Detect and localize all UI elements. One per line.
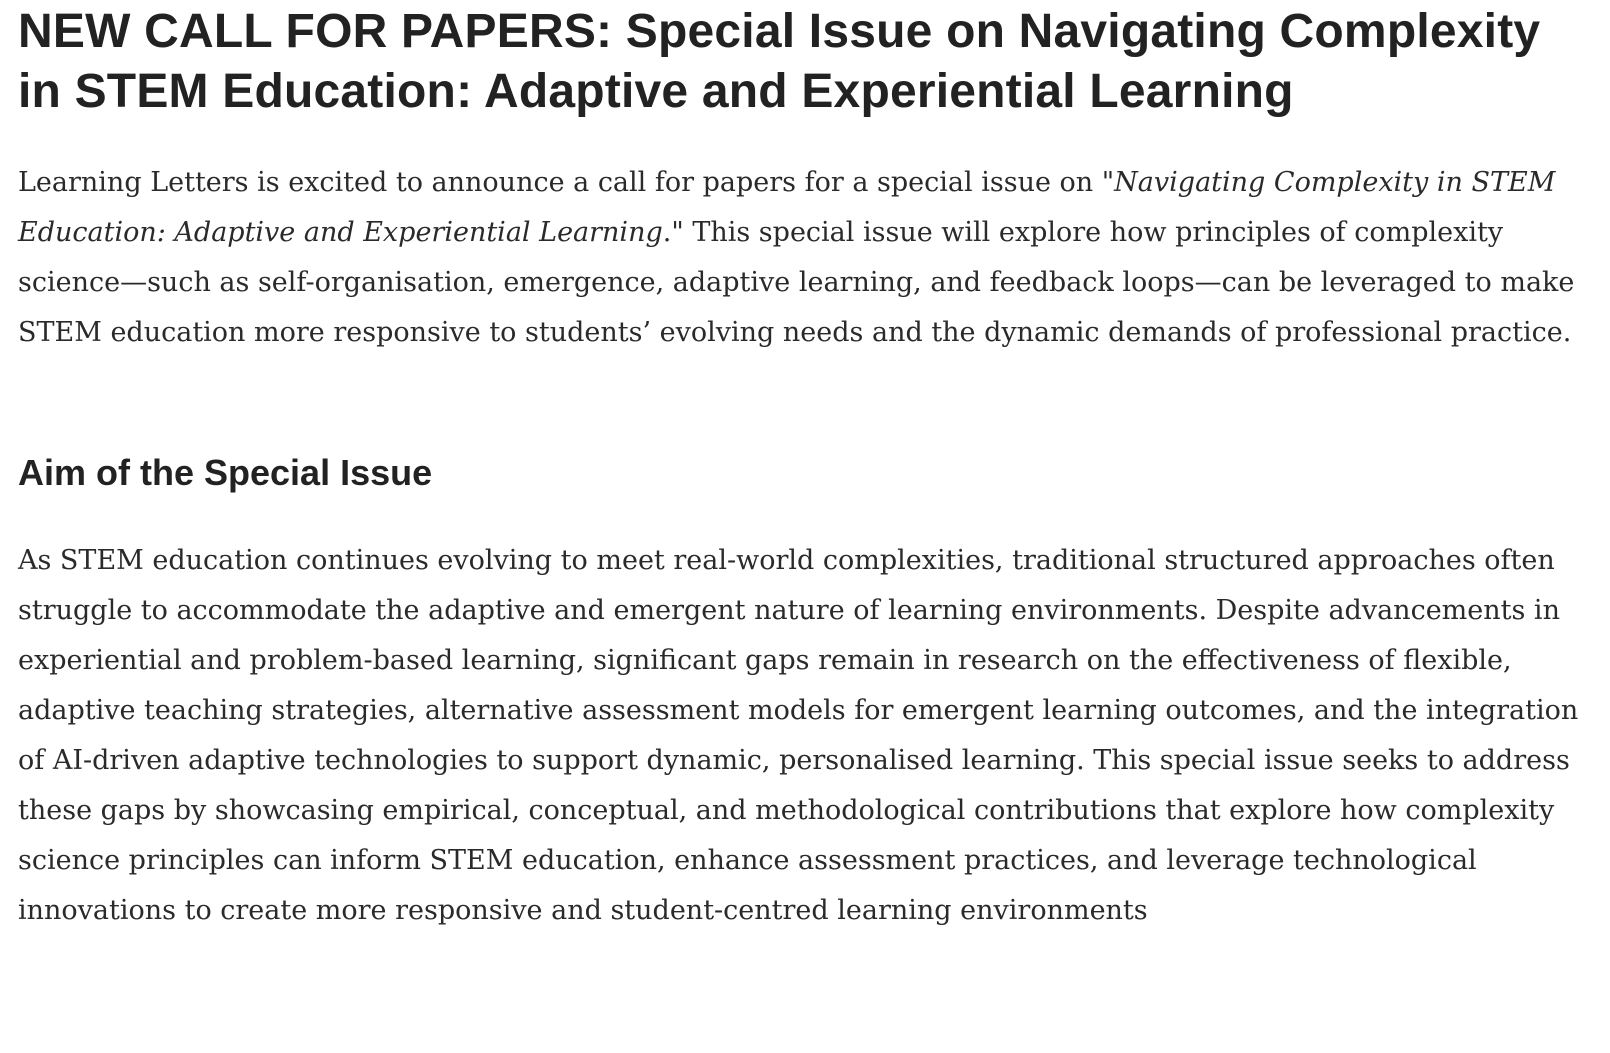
intro-text-end: ." This special issue will explore how principles of complexity science—such as self-organisation, emergence, adaptive learning, and feedback loops—can be leveraged to make STEM education more responsive to students’ evolving needs and the dynamic demands of professional practice. bbox=[18, 217, 1575, 348]
aim-heading: Aim of the Special Issue bbox=[18, 452, 433, 493]
intro-paragraph bbox=[18, 158, 1592, 358]
page-title: NEW CALL FOR PAPERS: Special Issue on Navigating Complexity in STEM Education: Adaptive and Experiential Learning bbox=[18, 5, 1541, 118]
intro-text-start: Learning Letters is excited to announce a call for papers for a special issue on " bbox=[18, 167, 1115, 198]
aim-paragraph: As STEM education continues evolving to meet real-world complexities, traditional structured approaches often struggle to accommodate the adaptive and emergent nature of learning environments. Despite advancements in experiential and problem-based learning, significant gaps remain in research on the effectiveness of flexible, adaptive teaching strategies, alternative assessment models for emergent learning outcomes, and the integration of AI-driven adaptive technologies to support dynamic, personalised learning. This special issue seeks to address these gaps by showcasing empirical, conceptual, and methodological contributions that explore how complexity science principles can inform STEM education, enhance assessment practices, and leverage technological innovations to create more responsive and student-centred learning environments bbox=[18, 545, 1579, 926]
special-issue-name: Navigating Complexity in STEM Education: Adaptive and Experiential Learning bbox=[18, 167, 1556, 248]
